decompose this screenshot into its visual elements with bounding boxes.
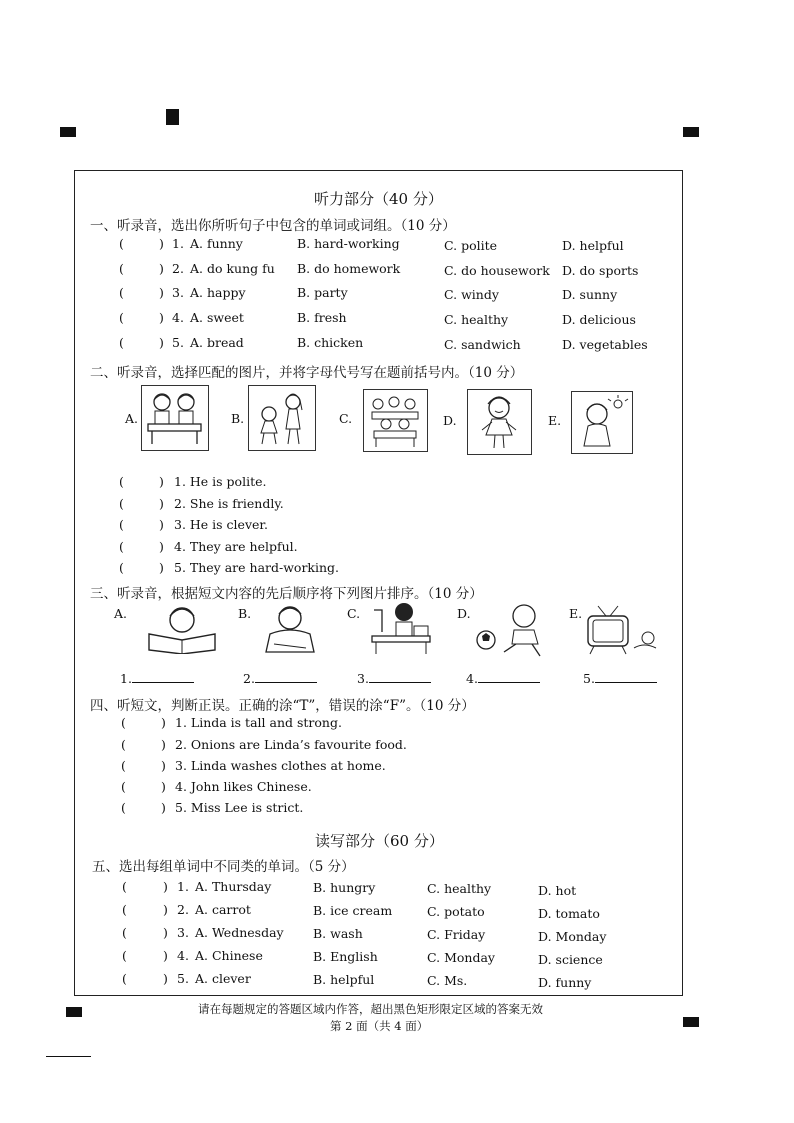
sentence: 5. They are hard-working. (174, 560, 340, 575)
answer-bracket-open: ( (119, 236, 124, 251)
option-a: A. happy (190, 285, 246, 300)
order-blank (120, 670, 194, 686)
option-a: A. do kung fu (190, 261, 275, 276)
option-c: C. Ms. (427, 973, 468, 988)
option-b: B. fresh (297, 310, 347, 325)
answer-line[interactable] (255, 670, 317, 683)
answer-bracket-close: ) (161, 800, 166, 815)
answer-bracket-open: ( (122, 902, 127, 917)
answer-bracket-close: ) (159, 335, 164, 350)
registration-mark (683, 127, 699, 137)
answer-bracket-close: ) (163, 971, 168, 986)
answer-bracket-open: ( (119, 335, 124, 350)
option-a: A. bread (190, 335, 244, 350)
option-a: A. carrot (195, 902, 251, 917)
answer-bracket-close: ) (159, 560, 164, 575)
answer-bracket-open: ( (121, 758, 126, 773)
question-number: 4. (172, 310, 184, 325)
answer-bracket-close: ) (159, 496, 164, 511)
question-number: 4. (177, 948, 189, 963)
answer-bracket-open: ( (122, 948, 127, 963)
answer-bracket-open: ( (121, 715, 126, 730)
answer-bracket-close: ) (159, 539, 164, 554)
question-number: 1. (177, 879, 189, 894)
option-b: B. wash (313, 926, 363, 941)
picture-label-c: C. (339, 411, 353, 426)
answer-bracket-close: ) (159, 236, 164, 251)
blank-number: 3. (357, 671, 369, 686)
option-b: B. English (313, 949, 378, 964)
section-1-heading: 一、听录音，选出你所听句子中包含的单词或词组。（10 分） (90, 218, 456, 234)
option-c: C. healthy (427, 881, 492, 896)
picture-label-a: A. (125, 411, 139, 426)
question-number: 2. (177, 902, 189, 917)
question-number: 2. (172, 261, 184, 276)
answer-line[interactable] (595, 670, 657, 683)
option-d: D. delicious (562, 312, 636, 327)
option-d: D. helpful (562, 238, 624, 253)
option-b: B. helpful (313, 972, 375, 987)
statement: 1. Linda is tall and strong. (175, 715, 342, 730)
picture-e-boy-with-idea (571, 391, 633, 454)
answer-bracket-open: ( (119, 310, 124, 325)
order-blank (243, 670, 317, 686)
statement: 5. Miss Lee is strict. (175, 800, 304, 815)
option-a: A. Thursday (195, 879, 272, 894)
blank-number: 4. (466, 671, 478, 686)
option-d: D. hot (538, 883, 577, 898)
answer-bracket-open: ( (121, 779, 126, 794)
option-d: D. funny (538, 975, 592, 990)
option-c: C. do housework (444, 263, 550, 278)
order-picture-b-boy-writing (260, 604, 320, 660)
statement: 2. Onions are Linda’s favourite food. (175, 737, 407, 752)
option-b: B. hungry (313, 880, 376, 895)
option-b: B. chicken (297, 335, 364, 350)
sentence: 3. He is clever. (174, 517, 268, 532)
order-picture-e-television (584, 604, 660, 660)
option-b: B. party (297, 285, 348, 300)
question-number: 5. (172, 335, 184, 350)
option-a: A. sweet (190, 310, 244, 325)
answer-bracket-open: ( (119, 261, 124, 276)
statement: 4. John likes Chinese. (175, 779, 312, 794)
picture-d-smiling-girl (467, 389, 532, 455)
option-c: C. Monday (427, 950, 495, 965)
answer-bracket-close: ) (163, 925, 168, 940)
answer-bracket-open: ( (119, 474, 124, 489)
option-c: C. healthy (444, 312, 509, 327)
option-c: C. polite (444, 238, 498, 253)
question-number: 5. (177, 971, 189, 986)
registration-mark (66, 1007, 82, 1017)
answer-bracket-open: ( (121, 737, 126, 752)
order-label-d: D. (457, 606, 471, 621)
question-number: 3. (177, 925, 189, 940)
order-label-b: B. (238, 606, 252, 621)
option-c: C. potato (427, 904, 485, 919)
section-5-heading: 五、选出每组单词中不同类的单词。（5 分） (92, 859, 355, 875)
footer-notice: 请在每题规定的答题区域内作答，超出黑色矩形限定区域的答案无效 (198, 1002, 543, 1016)
bottom-rule (46, 1056, 91, 1057)
order-label-a: A. (114, 606, 128, 621)
picture-a-two-kids-at-desk (141, 385, 209, 451)
blank-number: 1. (120, 671, 132, 686)
page-number: 第 2 面（共 4 面） (330, 1019, 429, 1033)
answer-bracket-open: ( (121, 800, 126, 815)
answer-bracket-close: ) (163, 948, 168, 963)
option-b: B. ice cream (313, 903, 393, 918)
answer-line[interactable] (369, 670, 431, 683)
option-c: C. sandwich (444, 337, 521, 352)
sentence: 1. He is polite. (174, 474, 267, 489)
order-picture-c-boy-at-desk (368, 600, 432, 660)
answer-bracket-open: ( (122, 971, 127, 986)
section-4-heading: 四、听短文，判断正误。正确的涂“T”，错误的涂“F”。（10 分） (90, 698, 475, 714)
picture-b-boy-and-girl (248, 385, 316, 451)
registration-mark (60, 127, 76, 137)
option-b: B. hard-working (297, 236, 400, 251)
answer-line[interactable] (132, 670, 194, 683)
sentence: 2. She is friendly. (174, 496, 284, 511)
answer-bracket-open: ( (122, 925, 127, 940)
option-c: C. Friday (427, 927, 486, 942)
blank-number: 2. (243, 671, 255, 686)
registration-mark (166, 109, 179, 125)
answer-bracket-close: ) (161, 715, 166, 730)
option-c: C. windy (444, 287, 499, 302)
option-d: D. tomato (538, 906, 600, 921)
option-a: A. clever (195, 971, 251, 986)
section-3-heading: 三、听录音，根据短文内容的先后顺序将下列图片排序。（10 分） (90, 586, 483, 602)
answer-bracket-close: ) (159, 285, 164, 300)
option-a: A. funny (190, 236, 243, 251)
order-picture-a-boy-reading (143, 604, 221, 658)
order-label-e: E. (569, 606, 583, 621)
answer-bracket-close: ) (161, 758, 166, 773)
picture-c-classroom-students (363, 389, 428, 452)
option-d: D. Monday (538, 929, 607, 944)
option-d: D. do sports (562, 263, 639, 278)
answer-bracket-open: ( (119, 285, 124, 300)
section-2-heading: 二、听录音，选择匹配的图片，并将字母代号写在题前括号内。（10 分） (90, 365, 524, 381)
blank-number: 5. (583, 671, 595, 686)
question-number: 3. (172, 285, 184, 300)
picture-label-d: D. (443, 413, 457, 428)
answer-bracket-open: ( (119, 496, 124, 511)
order-blank (583, 670, 657, 686)
option-d: D. science (538, 952, 603, 967)
answer-bracket-close: ) (161, 779, 166, 794)
option-d: D. sunny (562, 287, 618, 302)
answer-bracket-open: ( (119, 539, 124, 554)
order-blank (466, 670, 540, 686)
order-blank (357, 670, 431, 686)
reading-writing-section-title: 读写部分（60 分） (315, 832, 444, 850)
answer-bracket-close: ) (159, 517, 164, 532)
order-picture-d-boy-playing-football (474, 602, 554, 662)
option-a: A. Chinese (195, 948, 263, 963)
sentence: 4. They are helpful. (174, 539, 298, 554)
answer-bracket-close: ) (163, 902, 168, 917)
answer-bracket-close: ) (161, 737, 166, 752)
answer-bracket-close: ) (159, 261, 164, 276)
picture-label-e: E. (548, 413, 562, 428)
statement: 3. Linda washes clothes at home. (175, 758, 386, 773)
option-d: D. vegetables (562, 337, 648, 352)
option-a: A. Wednesday (195, 925, 284, 940)
answer-bracket-close: ) (159, 474, 164, 489)
question-number: 1. (172, 236, 184, 251)
picture-label-b: B. (231, 411, 245, 426)
answer-bracket-close: ) (163, 879, 168, 894)
order-label-c: C. (347, 606, 361, 621)
answer-bracket-open: ( (119, 560, 124, 575)
registration-mark (683, 1017, 699, 1027)
answer-bracket-close: ) (159, 310, 164, 325)
answer-bracket-open: ( (122, 879, 127, 894)
listening-section-title: 听力部分（40 分） (314, 190, 443, 208)
option-b: B. do homework (297, 261, 401, 276)
answer-line[interactable] (478, 670, 540, 683)
answer-bracket-open: ( (119, 517, 124, 532)
